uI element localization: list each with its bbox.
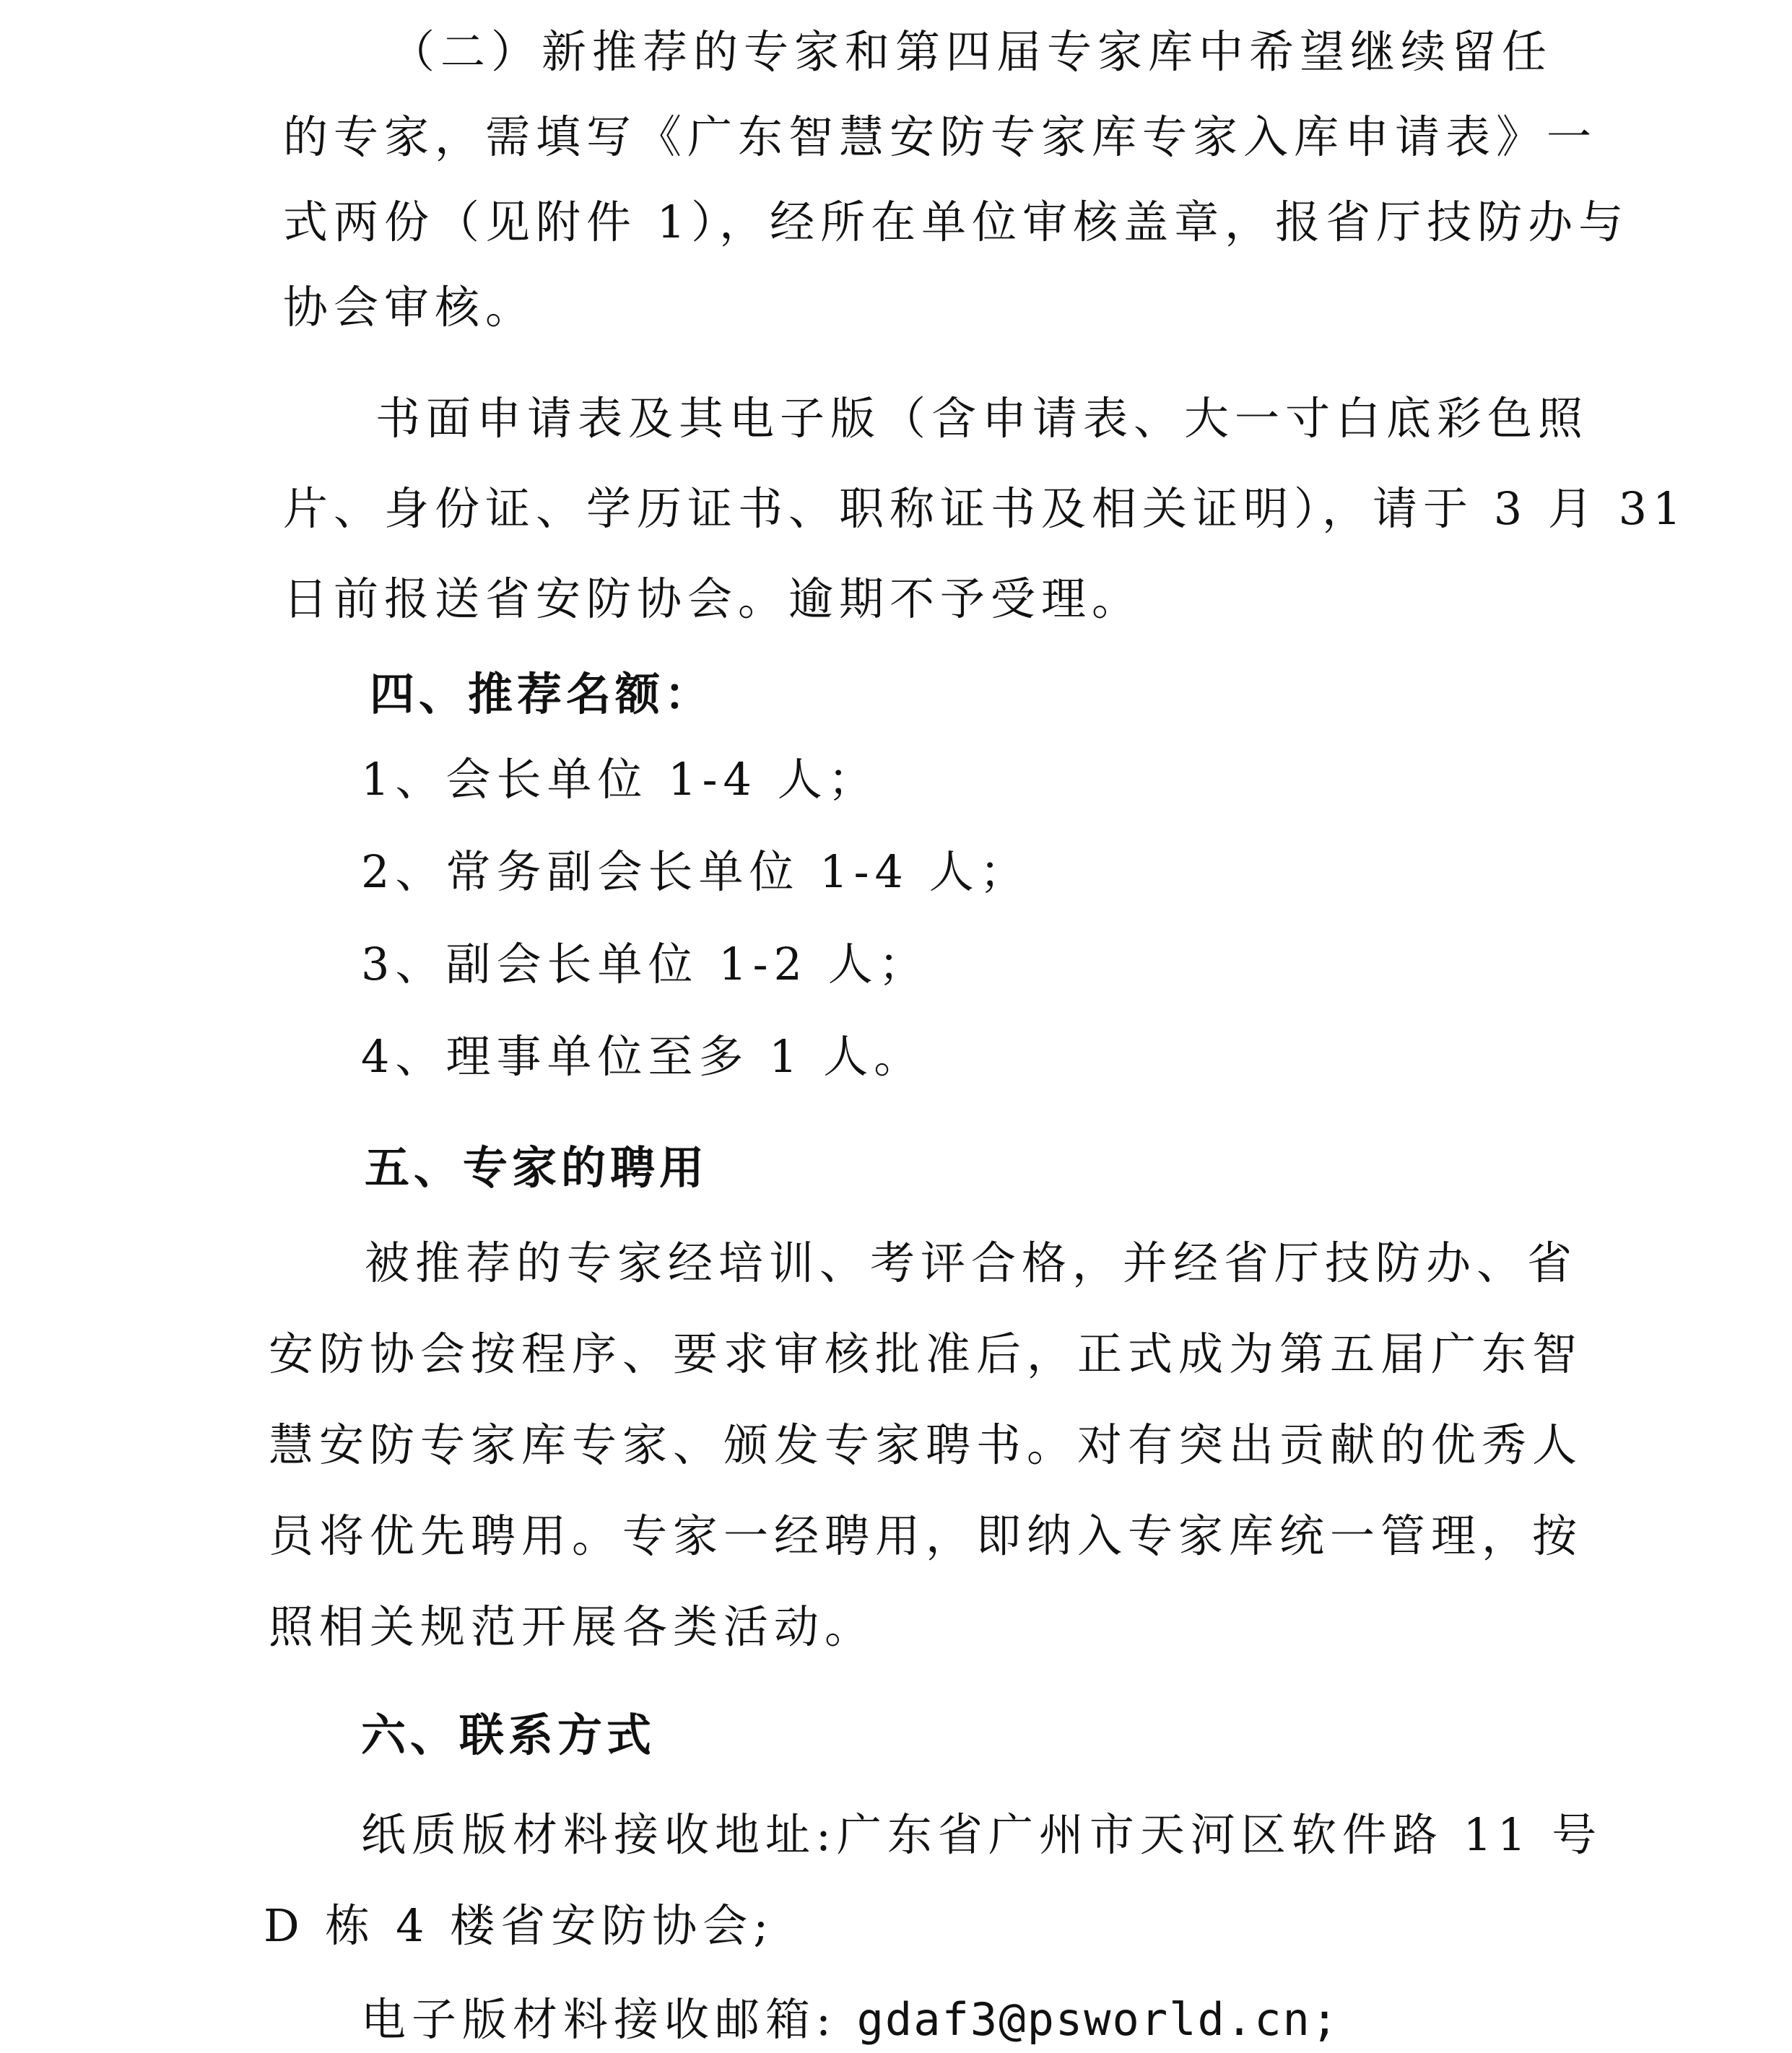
list-item: 4、理事单位至多 1 人。 [361, 1030, 925, 1083]
body-line: 书面申请表及其电子版（含申请表、大一寸白底彩色照 [375, 392, 1589, 445]
address-line: 纸质版材料接收地址:广东省广州市天河区软件路 11 号 [361, 1808, 1603, 1861]
body-line: 照相关规范开展各类活动。 [269, 1600, 876, 1653]
body-line: 式两份（见附件 1），经所在单位审核盖章，报省厅技防办与 [283, 196, 1630, 248]
list-item: 3、副会长单位 1-2 人； [361, 938, 929, 990]
body-line: 被推荐的专家经培训、考评合格，并经省厅技防办、省 [365, 1237, 1578, 1289]
email-label: 电子版材料接收邮箱: [361, 1993, 857, 2046]
section-heading: 五、专家的聘用 [365, 1141, 709, 1194]
section-heading: 四、推荐名额： [370, 668, 714, 720]
body-line: 协会审核。 [283, 281, 536, 334]
address-line: D 栋 4 楼省安防协会; [264, 1899, 775, 1952]
body-line: 慧安防专家库专家、颁发专家聘书。对有突出贡献的优秀人 [269, 1418, 1583, 1471]
body-line: （二）新推荐的专家和第四届专家库中希望继续留任 [390, 25, 1553, 78]
list-item: 1、会长单位 1-4 人； [361, 753, 879, 806]
body-line: 片、身份证、学历证书、职称证书及相关证明），请于 3 月 31 [283, 482, 1687, 535]
body-line: 日前报送省安防协会。逾期不予受理。 [283, 572, 1143, 625]
body-line: 员将优先聘用。专家一经聘用，即纳入专家库统一管理，按 [269, 1509, 1583, 1562]
section-heading: 六、联系方式 [361, 1709, 656, 1761]
body-line: 安防协会按程序、要求审核批准后，正式成为第五届广东智 [269, 1328, 1583, 1380]
list-item: 2、常务副会长单位 1-4 人； [361, 845, 1030, 898]
email-line [361, 1991, 1339, 2049]
email-address: gdaf3@psworld.cn; [856, 1993, 1340, 2046]
body-line: 的专家，需填写《广东智慧安防专家库专家入库申请表》一 [283, 110, 1598, 163]
